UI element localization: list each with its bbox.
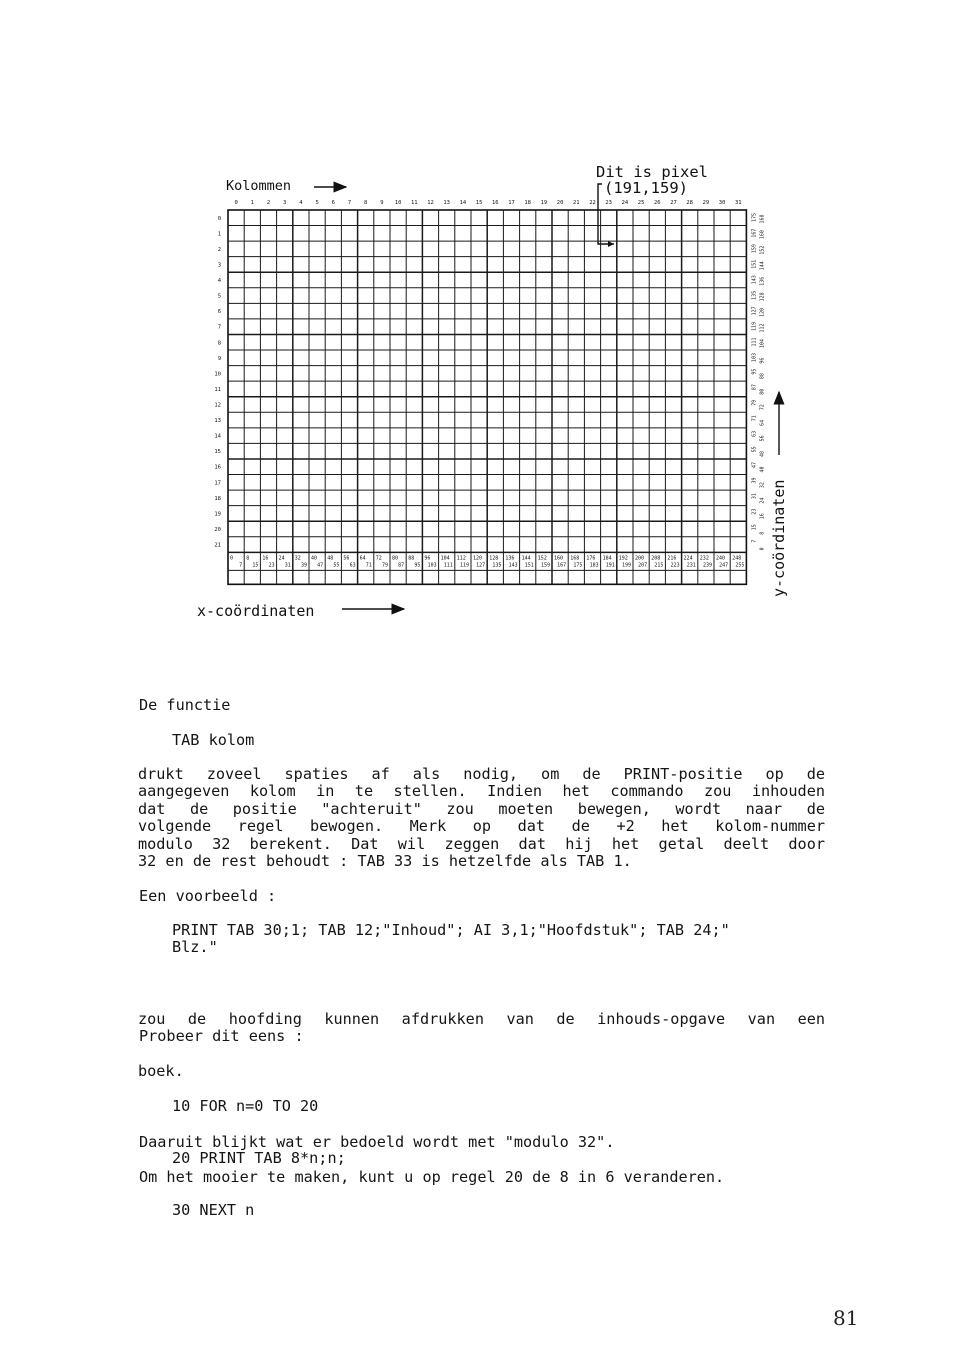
row-number: 21	[214, 542, 221, 549]
x-coordinate-end: 127	[476, 562, 486, 569]
row-number: 9	[217, 355, 221, 362]
row-number: 6	[217, 309, 221, 316]
y-coordinate-low: 16	[759, 513, 766, 520]
column-number: 27	[670, 200, 677, 206]
y-coordinate-low: 160	[759, 230, 766, 240]
x-coordinate-start: 224	[683, 555, 693, 562]
column-number: 14	[459, 200, 467, 206]
y-coordinate-low: 112	[759, 323, 766, 333]
x-coordinate-start: 168	[570, 555, 580, 562]
y-coordinate-high: 31	[751, 493, 758, 500]
x-coordinate-start: 64	[359, 555, 366, 562]
x-coordinate-end: 239	[702, 562, 712, 569]
example-code-line-1: PRINT TAB 30;1; TAB 12;"Inhoud"; AI 3,1;"Hoofdstuk"; TAB 24;"	[172, 921, 730, 939]
y-coordinate-high: 167	[751, 228, 758, 238]
x-coordinate-start: 72	[375, 555, 382, 562]
column-number: 13	[443, 200, 451, 206]
modulo-note: Daaruit blijkt wat er bedoeld wordt met "modulo 32".	[139, 1133, 615, 1151]
x-coordinate-start: 120	[473, 555, 483, 562]
pixel-callout-arrowhead	[608, 241, 614, 247]
x-coordinate-end: 223	[670, 562, 680, 569]
y-coordinate-high: 7	[751, 539, 758, 543]
x-coordinate-end: 159	[540, 562, 550, 569]
y-coordinate-low: 152	[759, 245, 766, 255]
column-number: 2	[266, 200, 271, 206]
y-coordinate-high: 79	[751, 399, 758, 406]
x-coordinate-start: 96	[424, 555, 431, 562]
y-coordinate-low: 0	[759, 547, 766, 551]
row-number: 4	[217, 278, 221, 285]
x-coordinate-end: 191	[605, 562, 615, 569]
column-number: 21	[572, 200, 580, 206]
x-coordinate-start: 216	[667, 555, 677, 562]
row-number: 19	[214, 511, 221, 518]
row-number: 13	[214, 418, 221, 425]
y-coordinate-low: 136	[759, 276, 766, 286]
x-coordinate-end: 167	[557, 562, 567, 569]
x-coordinate-end: 151	[524, 562, 534, 569]
y-coordinate-low: 144	[759, 261, 766, 271]
example-code-line-2: Blz."	[172, 938, 218, 956]
column-number: 30	[718, 200, 726, 206]
x-coordinate-start: 240	[716, 555, 726, 562]
column-number: 18	[524, 200, 532, 206]
y-coordinate-low: 96	[759, 357, 766, 364]
x-coordinate-end: 47	[317, 562, 324, 569]
x-coordinate-start: 32	[294, 555, 301, 562]
y-coordinate-high: 39	[751, 477, 758, 484]
pixel-callout-label: Dit is pixel	[596, 163, 708, 181]
tab-command: TAB kolom	[172, 731, 255, 749]
column-number: 16	[491, 200, 499, 206]
x-coordinate-end: 79	[381, 562, 388, 569]
header-paragraph-line-1: zou de hoofding kunnen afdrukken van de inhouds-opgave van een	[138, 1009, 825, 1028]
column-number: 4	[299, 200, 303, 206]
column-number: 7	[347, 200, 352, 206]
x-coordinate-end: 199	[621, 562, 631, 569]
x-coordinate-end: 207	[638, 562, 648, 569]
code-line: 30 NEXT n	[172, 1201, 255, 1220]
example-label: Een voorbeeld :	[139, 887, 277, 905]
y-coordinate-low: 120	[759, 307, 766, 317]
row-number: 10	[214, 371, 221, 378]
column-number: 3	[283, 200, 287, 206]
x-coordinate-end: 71	[365, 562, 372, 569]
x-coordinate-end: 255	[735, 562, 745, 569]
x-coordinate-end: 247	[719, 562, 729, 569]
x-coordinate-end: 39	[300, 562, 307, 569]
x-coordinate-start: 128	[489, 555, 499, 562]
paragraph-line: volgende regel bewogen. Merk op dat de +2 het kolom-nummer	[138, 817, 825, 836]
x-coordinate-start: 0	[230, 555, 234, 562]
y-coordinate-high: 23	[751, 508, 758, 515]
column-number: 23	[605, 200, 613, 206]
y-coordinate-high: 15	[751, 524, 758, 531]
y-coordinate-high: 159	[751, 244, 758, 254]
y-coordinate-high: 151	[751, 259, 758, 269]
column-number: 10	[394, 200, 402, 206]
row-number: 20	[214, 526, 221, 533]
y-coordinate-high: 55	[751, 446, 758, 453]
y-coordinate-low: 32	[759, 482, 766, 489]
column-number: 15	[475, 200, 483, 206]
column-number: 5	[315, 200, 319, 206]
column-number: 11	[410, 200, 418, 206]
x-coordinate-end: 55	[333, 562, 340, 569]
x-coordinate-end: 143	[508, 562, 518, 569]
column-number: 17	[508, 200, 515, 206]
y-coordinate-low: 88	[759, 373, 766, 380]
x-coordinate-start: 112	[456, 555, 466, 562]
x-coordinate-end: 7	[239, 562, 243, 569]
x-coordinate-end: 23	[268, 562, 275, 569]
y-coordinate-high: 87	[751, 384, 758, 391]
final-note: Om het mooier te maken, kunt u op regel 20 de 8 in 6 veranderen.	[139, 1168, 725, 1186]
column-number: 0	[234, 200, 238, 206]
paragraph-line: dat de positie "achteruit" zou moeten bewegen, wordt naar de	[138, 799, 825, 818]
x-coordinate-start: 232	[699, 555, 709, 562]
y-coordinate-column	[751, 213, 765, 550]
x-coordinate-end: 175	[573, 562, 583, 569]
y-coordinate-high: 111	[751, 337, 758, 347]
column-number: 6	[331, 200, 335, 206]
y-coordinate-low: 72	[759, 404, 766, 411]
y-coordinate-high: 175	[751, 213, 758, 223]
x-coordinate-start: 48	[327, 555, 334, 562]
code-line: 10 FOR n=0 TO 20	[172, 1096, 319, 1115]
code-line: 20 PRINT TAB 8*n;n;	[172, 1149, 346, 1168]
header-paragraph-line-2: boek.	[138, 1062, 184, 1081]
y-coordinate-high: 95	[751, 368, 758, 375]
y-coordinate-high: 119	[751, 321, 758, 331]
column-number: 12	[427, 200, 434, 206]
x-coordinate-start: 40	[311, 555, 318, 562]
column-number: 24	[621, 200, 629, 206]
y-coordinate-low: 128	[759, 292, 766, 302]
y-coordinate-high: 127	[751, 306, 758, 316]
column-number: 29	[702, 200, 710, 206]
character-grid	[228, 210, 746, 584]
x-coordinates-label: x-coördinaten	[197, 602, 315, 620]
row-number: 0	[217, 215, 221, 222]
row-number: 5	[217, 293, 221, 300]
y-coordinate-low: 48	[759, 450, 766, 457]
x-coordinate-start: 144	[521, 555, 531, 562]
column-number: 20	[556, 200, 564, 206]
column-number: 25	[637, 200, 645, 206]
x-coordinate-end: 31	[284, 562, 291, 569]
tab-description-paragraph	[138, 766, 825, 870]
columns-label: Kolommen	[226, 178, 292, 194]
x-coordinate-end: 119	[459, 562, 469, 569]
y-coordinate-high: 143	[751, 275, 758, 285]
row-number: 1	[217, 231, 221, 238]
try-label: Probeer dit eens :	[139, 1027, 304, 1045]
x-coordinate-start: 184	[602, 555, 612, 562]
screen-grid-diagram	[0, 0, 970, 650]
x-coordinate-end: 95	[414, 562, 421, 569]
column-number: 19	[540, 200, 548, 206]
y-coordinate-low: 168	[759, 214, 766, 224]
y-coordinate-high: 47	[751, 461, 758, 468]
column-number: 8	[364, 200, 368, 206]
y-coordinate-high: 71	[751, 415, 758, 422]
paragraph-line: modulo 32 berekent. Dat wil zeggen dat hij het getal deelt door	[138, 834, 825, 853]
y-coordinates-label: y-coördinaten	[770, 479, 788, 597]
x-coordinate-start: 56	[343, 555, 350, 562]
x-coordinate-end: 15	[252, 562, 259, 569]
x-coordinate-end: 111	[443, 562, 453, 569]
row-number: 8	[217, 340, 221, 347]
x-coordinate-start: 248	[732, 555, 742, 562]
x-coordinate-end: 215	[654, 562, 664, 569]
x-coordinate-end: 231	[686, 562, 696, 569]
y-coordinate-low: 56	[759, 435, 766, 442]
paragraph-line: drukt zoveel spaties af als nodig, om de PRINT-positie op de	[138, 765, 825, 783]
row-number: 18	[214, 495, 221, 502]
x-coordinate-end: 87	[398, 562, 405, 569]
x-coordinate-start: 8	[246, 555, 250, 562]
x-coordinate-start: 160	[554, 555, 564, 562]
row-number: 11	[214, 386, 221, 393]
y-coordinate-low: 80	[759, 388, 766, 395]
y-coordinate-low: 24	[759, 497, 766, 504]
x-coordinate-start: 152	[537, 555, 547, 562]
x-coordinate-start: 104	[440, 555, 450, 562]
column-numbers	[234, 200, 741, 206]
page-number: 81	[833, 1306, 859, 1330]
row-number: 2	[217, 246, 221, 253]
row-number: 7	[217, 324, 221, 331]
column-number: 9	[380, 200, 384, 206]
x-coordinate-start: 80	[392, 555, 399, 562]
x-coordinate-start: 200	[635, 555, 645, 562]
column-number: 26	[653, 200, 661, 206]
row-number: 17	[214, 480, 221, 487]
y-coordinate-low: 64	[759, 419, 766, 426]
column-number: 1	[250, 200, 254, 206]
y-coordinate-high: 103	[751, 353, 758, 363]
row-number: 14	[214, 433, 221, 440]
x-coordinate-end: 135	[492, 562, 502, 569]
y-coordinate-low: 8	[759, 531, 766, 535]
row-number: 15	[214, 449, 221, 456]
paragraph-line: aangegeven kolom in te stellen. Indien het commando zou inhouden	[138, 782, 825, 801]
column-number: 22	[589, 200, 596, 206]
paragraph-line: 32 en de rest behoudt : TAB 33 is hetzelfde als TAB 1.	[138, 851, 632, 870]
x-coordinate-end: 183	[589, 562, 599, 569]
column-number: 31	[734, 200, 742, 206]
x-coordinate-start: 136	[505, 555, 515, 562]
row-number: 12	[214, 402, 221, 409]
x-coordinate-start: 192	[618, 555, 628, 562]
y-coordinate-low: 104	[759, 339, 766, 349]
x-coordinate-end: 103	[427, 562, 437, 569]
x-coordinate-start: 208	[651, 555, 661, 562]
column-number: 28	[686, 200, 694, 206]
x-coordinate-start: 16	[262, 555, 269, 562]
y-coordinate-low: 40	[759, 466, 766, 473]
y-coordinate-high: 63	[751, 430, 758, 437]
row-numbers	[214, 216, 221, 549]
x-coordinate-start: 24	[278, 555, 285, 562]
x-coordinate-end: 63	[349, 562, 356, 569]
function-heading: De functie	[139, 696, 231, 714]
pixel-callout-coord: (191,159)	[604, 179, 688, 197]
row-number: 3	[217, 262, 221, 269]
x-coordinate-start: 176	[586, 555, 596, 562]
y-coordinate-high: 135	[751, 290, 758, 300]
program-listing	[172, 1063, 346, 1254]
row-number: 16	[214, 464, 221, 471]
x-coordinate-start: 88	[408, 555, 415, 562]
